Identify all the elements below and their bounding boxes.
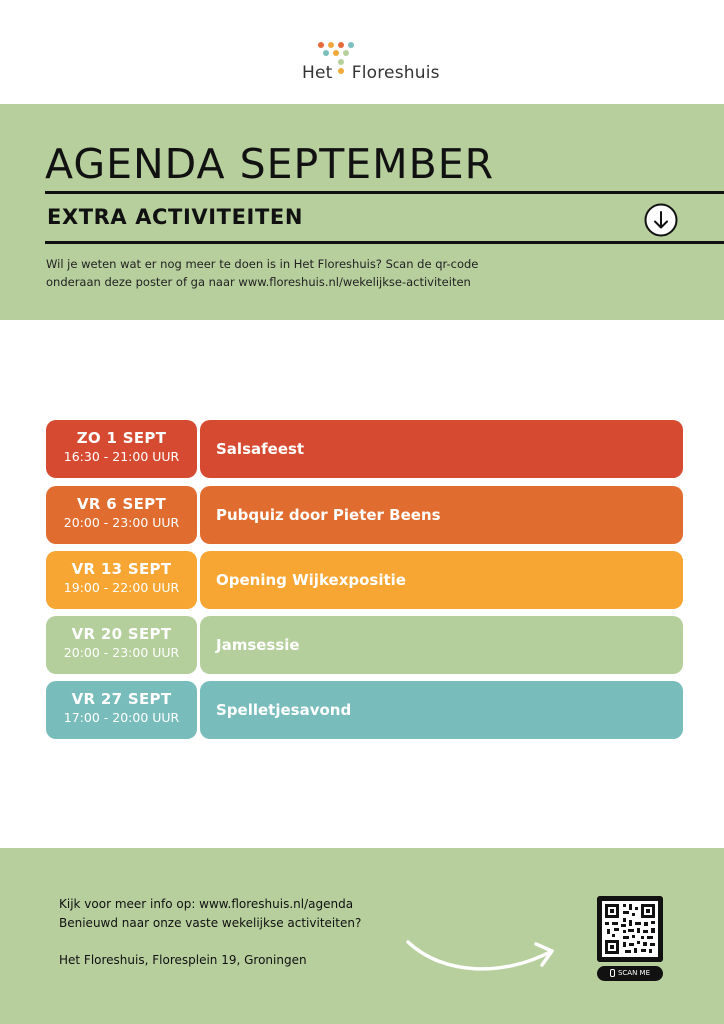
page-subtitle: EXTRA ACTIVITEITEN [47, 205, 303, 229]
curved-arrow-icon [404, 930, 564, 980]
event-day: VR 20 SEPT [71, 625, 172, 643]
event-row [46, 420, 683, 478]
logo-text-suffix: Floreshuis [351, 63, 440, 83]
event-date-block [46, 420, 197, 478]
event-time: 16:30 - 21:00 UUR [63, 449, 180, 464]
event-time: 17:00 - 20:00 UUR [63, 710, 180, 725]
event-title: Opening Wijkexpositie [200, 551, 683, 609]
event-title: Pubquiz door Pieter Beens [200, 486, 683, 544]
arrow-down-circle-icon [644, 203, 678, 237]
event-title: Salsafeest [200, 420, 683, 478]
logo [0, 0, 724, 104]
title-divider [45, 191, 724, 194]
event-time: 20:00 - 23:00 UUR [63, 645, 180, 660]
subtitle-divider [45, 241, 724, 244]
event-day: VR 13 SEPT [71, 560, 172, 578]
event-time: 19:00 - 22:00 UUR [63, 580, 180, 595]
event-time: 20:00 - 23:00 UUR [63, 515, 180, 530]
intro-line-2: onderaan deze poster of ga naar www.floreshuis.nl/wekelijkse-activiteiten [46, 275, 471, 289]
qr-code[interactable] [597, 896, 663, 962]
event-row [46, 551, 683, 609]
event-day: ZO 1 SEPT [76, 429, 167, 447]
scan-me-label: SCAN ME [617, 969, 651, 977]
event-date-block [46, 681, 197, 739]
event-date-block [46, 486, 197, 544]
intro-text [46, 255, 566, 291]
event-title: Jamsessie [200, 616, 683, 674]
intro-line-1: Wil je weten wat er nog meer te doen is in Het Floreshuis? Scan de qr-code [46, 257, 479, 271]
event-date-block [46, 551, 197, 609]
event-day: VR 27 SEPT [71, 690, 172, 708]
event-day: VR 6 SEPT [76, 495, 167, 513]
event-row [46, 616, 683, 674]
event-row [46, 486, 683, 544]
event-row [46, 681, 683, 739]
event-date-block [46, 616, 197, 674]
footer-address: Het Floreshuis, Floresplein 19, Groningen [59, 953, 307, 967]
footer-info-link-text: Kijk voor meer info op: www.floreshuis.nl/agenda [59, 897, 354, 911]
page-title: AGENDA SEPTEMBER [45, 140, 495, 188]
footer-weekly-question: Benieuwd naar onze vaste wekelijkse activiteiten? [59, 916, 362, 930]
logo-text [302, 63, 440, 83]
scan-me-badge [597, 966, 663, 981]
phone-icon [610, 969, 615, 977]
event-title: Spelletjesavond [200, 681, 683, 739]
logo-text-prefix: Het [302, 63, 333, 83]
